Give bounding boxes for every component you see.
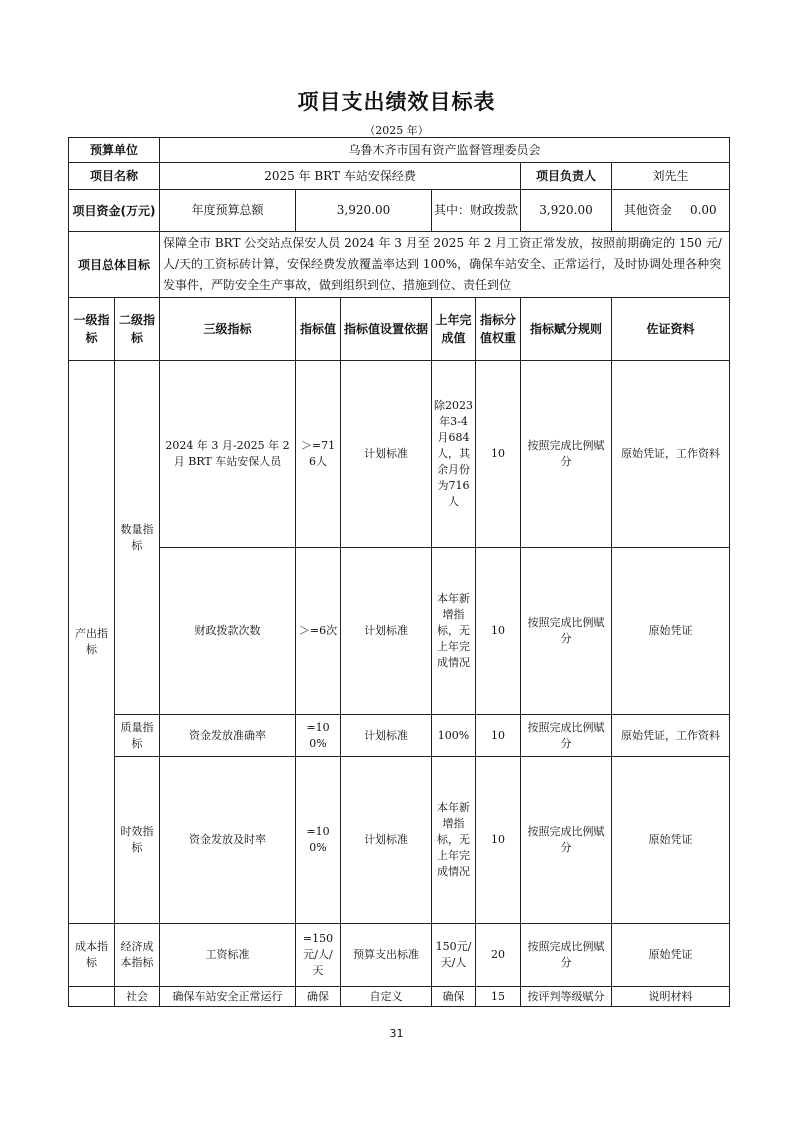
- row-basis: 计划标准: [341, 548, 432, 715]
- row-evidence: 原始凭证，工作资料: [612, 715, 730, 757]
- group-economic-cost: 经济成本指标: [115, 924, 160, 987]
- row-indicator: 财政拨款次数: [160, 548, 296, 715]
- performance-table: [68, 137, 730, 1007]
- row-value: 确保: [296, 987, 341, 1007]
- annual-total-label: 年度预算总额: [160, 190, 296, 232]
- row-value: ＞=6次: [296, 548, 341, 715]
- row-rule: 按照完成比例赋分: [521, 361, 612, 548]
- budget-unit-label: 预算单位: [69, 138, 160, 163]
- row-last-year: 本年新增指标，无上年完成情况: [432, 548, 476, 715]
- row-indicator: 确保车站安全正常运行: [160, 987, 296, 1007]
- goal-label: 项目总体目标: [69, 232, 160, 298]
- fiscal-label: 其中：财政拨款: [432, 190, 521, 232]
- table-row: [69, 924, 730, 987]
- other-funds-label: 其他资金: [623, 203, 672, 217]
- row-weight: 10: [476, 548, 521, 715]
- header-level1: 一级指标: [69, 298, 115, 361]
- other-funds-cell: [612, 190, 730, 232]
- row-weight: 20: [476, 924, 521, 987]
- row-value: =100%: [296, 757, 341, 924]
- table-row: [69, 987, 730, 1007]
- row-basis: 计划标准: [341, 757, 432, 924]
- row-weight: 15: [476, 987, 521, 1007]
- group-quantity: 数量指标: [115, 361, 160, 715]
- project-name-value: 2025 年 BRT 车站安保经费: [160, 163, 521, 190]
- row-rule: 按评判等级赋分: [521, 987, 612, 1007]
- row-last-year: 确保: [432, 987, 476, 1007]
- row-indicator: 资金发放及时率: [160, 757, 296, 924]
- document-year: （2025 年）: [364, 124, 429, 137]
- row-value: =100%: [296, 715, 341, 757]
- header-level3: 三级指标: [160, 298, 296, 361]
- project-lead-value: 刘先生: [612, 163, 730, 190]
- row-last-year: 150元/天/人: [432, 924, 476, 987]
- row-basis: 自定义: [341, 987, 432, 1007]
- row-rule: 按照完成比例赋分: [521, 548, 612, 715]
- row-evidence: 原始凭证: [612, 548, 730, 715]
- row-basis: 预算支出标准: [341, 924, 432, 987]
- row-evidence: 原始凭证，工作资料: [612, 361, 730, 548]
- project-name-label: 项目名称: [69, 163, 160, 190]
- row-evidence: 原始凭证: [612, 757, 730, 924]
- row-rule: 按照完成比例赋分: [521, 715, 612, 757]
- other-funds-value: 0.00: [689, 203, 717, 217]
- group-empty: [69, 987, 115, 1007]
- group-quality: 质量指标: [115, 715, 160, 757]
- row-indicator: 资金发放准确率: [160, 715, 296, 757]
- annual-total-value: 3,920.00: [296, 190, 432, 232]
- row-evidence: 说明材料: [612, 987, 730, 1007]
- row-basis: 计划标准: [341, 715, 432, 757]
- row-value: =150元/人/天: [296, 924, 341, 987]
- row-value: ＞=716人: [296, 361, 341, 548]
- table-row: [69, 361, 730, 548]
- row-last-year: 100%: [432, 715, 476, 757]
- budget-unit-value: 乌鲁木齐市国有资产监督管理委员会: [160, 138, 730, 163]
- row-last-year: 本年新增指标，无上年完成情况: [432, 757, 476, 924]
- row-weight: 10: [476, 361, 521, 548]
- row-rule: 按照完成比例赋分: [521, 757, 612, 924]
- table-row: [69, 715, 730, 757]
- header-basis: 指标值设置依据: [341, 298, 432, 361]
- row-rule: 按照完成比例赋分: [521, 924, 612, 987]
- header-value: 指标值: [296, 298, 341, 361]
- row-weight: 10: [476, 757, 521, 924]
- row-weight: 10: [476, 715, 521, 757]
- fiscal-value: 3,920.00: [521, 190, 612, 232]
- row-last-year: 除2023年3-4月684人，其余月份为716人: [432, 361, 476, 548]
- goal-text: 保障全市 BRT 公交站点保安人员 2024 年 3 月至 2025 年 2 月工资正常发放，按照前期确定的 150 元/人/天的工资标砖计算，安保经费发放覆盖率达到 100%，确保车站安全、正常运行，及时协调处理各种突发事件，严防安全生产事故，做到组织到位、措施到位、责任到位: [160, 232, 730, 298]
- group-cost: 成本指标: [69, 924, 115, 987]
- group-social: 社会: [115, 987, 160, 1007]
- row-indicator: 2024 年 3 月-2025 年 2 月 BRT 车站安保人员: [160, 361, 296, 548]
- header-rule: 指标赋分规则: [521, 298, 612, 361]
- table-row: [69, 757, 730, 924]
- table-row: [69, 548, 730, 715]
- row-basis: 计划标准: [341, 361, 432, 548]
- header-last-year: 上年完成值: [432, 298, 476, 361]
- group-output: 产出指标: [69, 361, 115, 924]
- funds-label: 项目资金(万元): [69, 190, 160, 232]
- header-evidence: 佐证资料: [612, 298, 730, 361]
- group-timeliness: 时效指标: [115, 757, 160, 924]
- row-evidence: 原始凭证: [612, 924, 730, 987]
- document-title: 项目支出绩效目标表: [297, 90, 496, 114]
- row-indicator: 工资标准: [160, 924, 296, 987]
- page-number: 31: [389, 1027, 404, 1040]
- header-level2: 二级指标: [115, 298, 160, 361]
- header-weight: 指标分值权重: [476, 298, 521, 361]
- project-lead-label: 项目负责人: [521, 163, 612, 190]
